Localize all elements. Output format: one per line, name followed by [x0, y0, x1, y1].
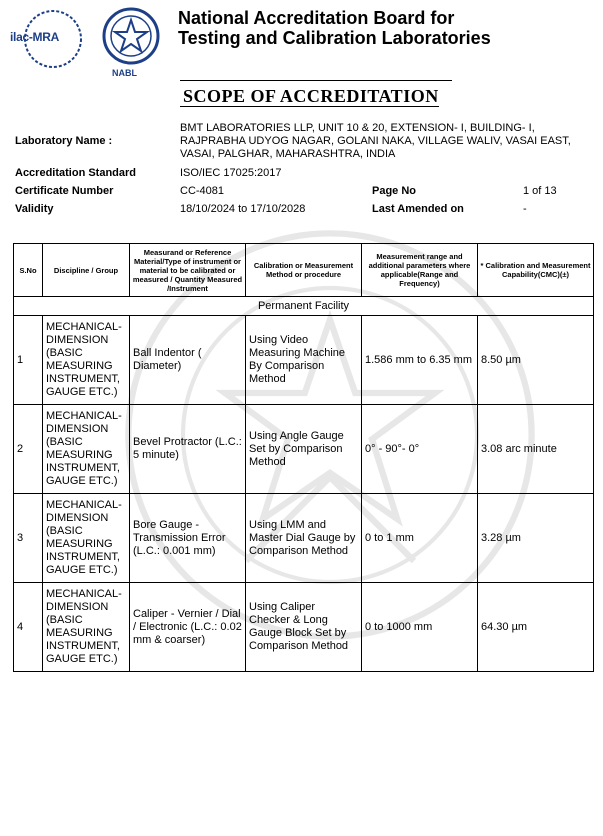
certificate-value: CC-4081 — [180, 185, 225, 197]
page-label: Page No — [372, 185, 417, 197]
cell-discipline: MECHANICAL- DIMENSION (BASIC MEASURING INSTRUMENT, GAUGE ETC.) — [43, 405, 130, 494]
table-row — [14, 405, 594, 494]
header-measurand: Measurand or Reference Material/Type of instrument or material to be calibrated or measured / Quantity Measured /Instrument — [130, 244, 246, 297]
cell-discipline: MECHANICAL- DIMENSION (BASIC MEASURING INSTRUMENT, GAUGE ETC.) — [43, 583, 130, 672]
cell-discipline: MECHANICAL- DIMENSION (BASIC MEASURING INSTRUMENT, GAUGE ETC.) — [43, 316, 130, 405]
lab-name-label: Laboratory Name : — [15, 135, 113, 147]
table-row — [14, 494, 594, 583]
table-row — [14, 583, 594, 672]
scope-table — [13, 243, 594, 672]
org-title-line1: National Accreditation Board for — [178, 8, 455, 28]
ilac-mra-logo-text: ilac-MRA — [10, 30, 59, 44]
scope-title: SCOPE OF ACCREDITATION — [180, 86, 439, 107]
cell-method: Using LMM and Master Dial Gauge by Comparison Method — [246, 494, 362, 583]
header-method: Calibration or Measurement Method or procedure — [246, 244, 362, 297]
organization-title — [178, 8, 491, 48]
cell-range: 0 to 1000 mm — [362, 583, 478, 672]
cell-cmc: 3.08 arc minute — [478, 405, 594, 494]
facility-label: Permanent Facility — [14, 297, 594, 316]
cell-sno: 4 — [14, 583, 43, 672]
table-header-row — [14, 244, 594, 297]
cell-discipline: MECHANICAL- DIMENSION (BASIC MEASURING INSTRUMENT, GAUGE ETC.) — [43, 494, 130, 583]
table-row — [14, 316, 594, 405]
header-range: Measurement range and additional parameters where applicable(Range and Frequency) — [362, 244, 478, 297]
validity-label: Validity — [15, 203, 54, 215]
cell-sno: 3 — [14, 494, 43, 583]
facility-row — [14, 297, 594, 316]
cell-measurand: Caliper - Vernier / Dial / Electronic (L.C.: 0.02 mm & coarser) — [130, 583, 246, 672]
cell-measurand: Bevel Protractor (L.C.: 5 minute) — [130, 405, 246, 494]
standard-value: ISO/IEC 17025:2017 — [180, 167, 282, 179]
cell-method: Using Caliper Checker & Long Gauge Block Set by Comparison Method — [246, 583, 362, 672]
amended-label: Last Amended on — [372, 203, 464, 215]
cell-range: 1.586 mm to 6.35 mm — [362, 316, 478, 405]
cell-sno: 2 — [14, 405, 43, 494]
amended-value: - — [523, 203, 527, 215]
page-value: 1 of 13 — [523, 185, 557, 197]
nabl-logo-text: NABL — [112, 68, 137, 78]
cell-method: Using Angle Gauge Set by Comparison Method — [246, 405, 362, 494]
cell-measurand: Ball Indentor ( Diameter) — [130, 316, 246, 405]
validity-value: 18/10/2024 to 17/10/2028 — [180, 203, 306, 215]
cell-measurand: Bore Gauge - Transmission Error (L.C.: 0.001 mm) — [130, 494, 246, 583]
cell-method: Using Video Measuring Machine By Comparison Method — [246, 316, 362, 405]
org-title-line2: Testing and Calibration Laboratories — [178, 28, 491, 48]
cell-cmc: 64.30 µm — [478, 583, 594, 672]
lab-name-value: BMT LABORATORIES LLP, UNIT 10 & 20, EXTENSION- I, BUILDING- I, RAJPRABHA UDYOG NAGAR, GOLANI NAKA, VILLAGE WALIV, VASAI EAST, VASAI, PALGHAR, MAHARASHTRA, INDIA — [180, 122, 571, 160]
cell-cmc: 8.50 µm — [478, 316, 594, 405]
header-cmc: * Calibration and Measurement Capability(CMC)(±) — [478, 244, 594, 297]
header-discipline: Discipline / Group — [43, 244, 130, 297]
header-sno: S.No — [14, 244, 43, 297]
scope-heading — [180, 80, 452, 107]
cell-cmc: 3.28 µm — [478, 494, 594, 583]
cell-range: 0 to 1 mm — [362, 494, 478, 583]
standard-label: Accreditation Standard — [15, 167, 137, 179]
cell-range: 0° - 90°- 0° — [362, 405, 478, 494]
certificate-label: Certificate Number — [15, 185, 114, 197]
cell-sno: 1 — [14, 316, 43, 405]
